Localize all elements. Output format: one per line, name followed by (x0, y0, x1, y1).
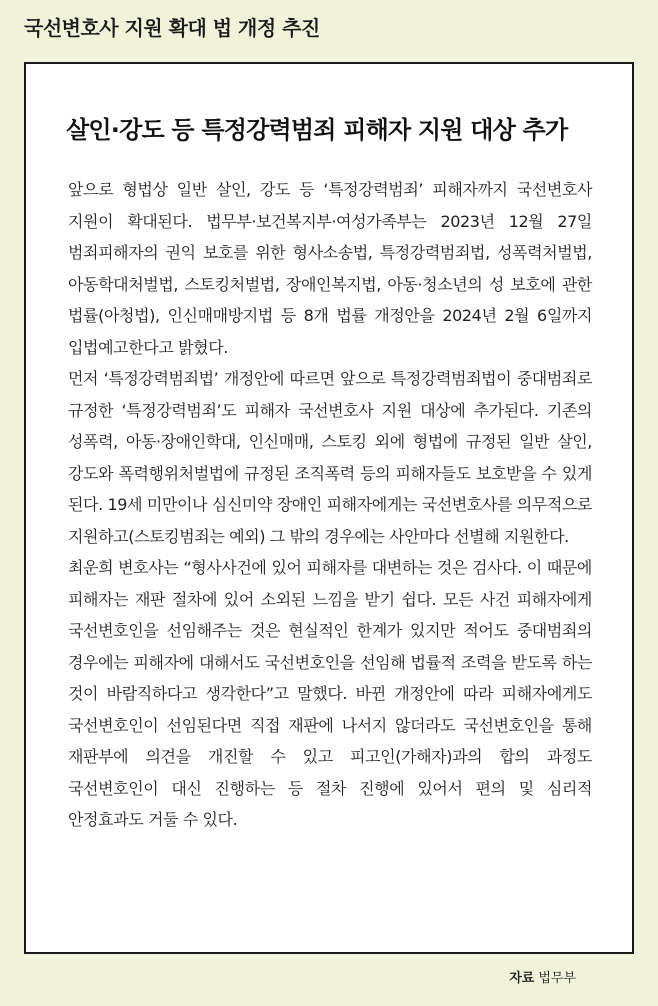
source-value: 법무부 (538, 971, 576, 986)
article-paragraph-2: 먼저 ‘특정강력범죄법’ 개정안에 따르면 앞으로 특정강력범죄법이 중대범죄로 규정한 ‘특정강력범죄’도 피해자 국선변호사 지원 대상에 추가된다. 기존의 성폭력, 아동·장애인학대, 인신매매, 스토킹 외에 형법에 규정된 일반 살인, 강도와 폭력행위처벌법에 규정된 조직폭력 등의 피해자들도 보호받을 수 있게 된다. 19세 미만이나 심신미약 장애인 피해자에게는 국선변호사를 의무적으로 지원하고(스토킹범죄는 예외) 그 밖의 경우에는 사안마다 선별해 지원한다. (68, 369, 592, 546)
article-title: 살인·강도 등 특정강력범죄 피해자 지원 대상 추가 (66, 116, 568, 144)
article-paragraph-3: 최운희 변호사는 “형사사건에 있어 피해자를 대변하는 것은 검사다. 이 때문에 피해자는 재판 절차에 있어 소외된 느낌을 받기 쉽다. 모든 사건 피해자에게 국선변호인을 선임해주는 것은 현실적인 한계가 있지만 적어도 중대범죄의 경우에는 피해자에 대해서도 국선변호인을 선임해 법률적 조력을 받도록 하는 것이 바람직하다고 생각한다”고 말했다. 바뀐 개정안에 따라 피해자에게도 국선변호인이 선임된다면 직접 재판에 나서지 않더라도 국선변호인을 통해 재판부에 의견을 개진할 수 있고 피고인(가해자)과의 합의 과정도 국선변호인이 대신 진행하는 등 절차 진행에 있어서 편의 및 심리적 안정효과도 거둘 수 있다. (68, 558, 592, 829)
article-body (68, 174, 592, 836)
article-paragraph-1: 앞으로 형법상 일반 살인, 강도 등 ‘특정강력범죄’ 피해자까지 국선변호사 지원이 확대된다. 법무부·보건복지부·여성가족부는 2023년 12월 27일 범죄피해자의 권익 보호를 위한 형사소송법, 특정강력범죄법, 성폭력처벌법, 아동학대처벌법, 스토킹처벌법, 장애인복지법, 아동·청소년의 성 보호에 관한 법률(아청법), 인신매매방지법 등 8개 법률 개정안을 2024년 2월 6일까지 입법예고한다고 밝혔다. (68, 180, 592, 357)
article-card (24, 62, 634, 954)
page-header-title: 국선변호사 지원 확대 법 개정 추진 (24, 16, 320, 40)
source-credit (509, 967, 576, 986)
source-label: 자료 (509, 971, 535, 986)
